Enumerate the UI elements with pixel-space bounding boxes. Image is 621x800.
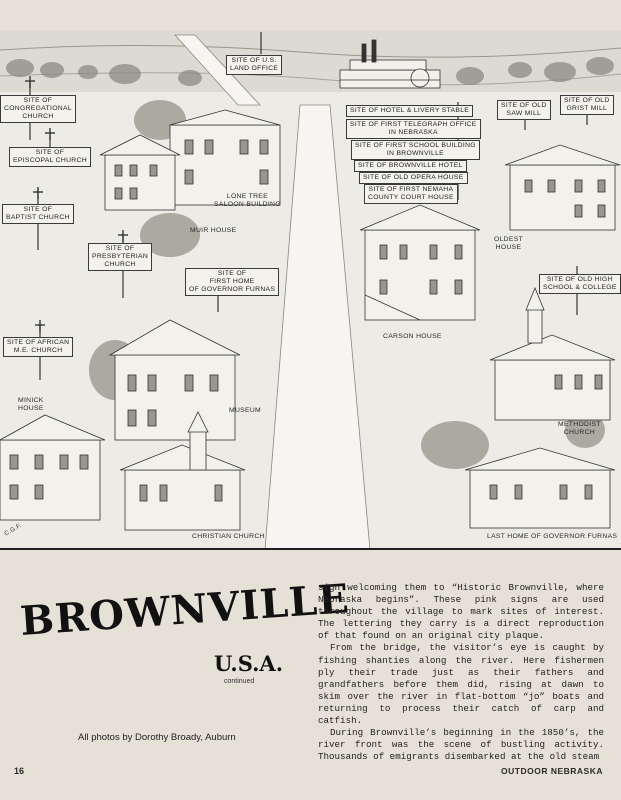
label-muir-house: MUIR HOUSE: [190, 227, 237, 234]
photo-credit: All photos by Dorothy Broady, Auburn: [78, 732, 236, 743]
sign-baptist-church: SITE OF BAPTIST CHURCH: [2, 204, 74, 224]
brownville-illustrated-map: [0, 30, 621, 550]
label-methodist-church: METHODIST CHURCH: [558, 421, 601, 436]
article-paragraph: During Brownville’s beginning in the 1850’s, the river front was the scene of bustling activity. Thousands of emigrants disembarked at the old steam: [318, 727, 604, 763]
article-title: BROWNVILLE: [18, 575, 352, 645]
sign-presbyterian-church: SITE OF PRESBYTERIAN CHURCH: [88, 243, 152, 271]
article-subtitle: U.S.A.: [214, 651, 284, 676]
label-carson-house: CARSON HOUSE: [383, 333, 442, 340]
sign-first-telegraph: SITE OF FIRST TELEGRAPH OFFICE IN NEBRASKA: [346, 119, 481, 139]
article-paragraph: sign welcoming them to “Historic Brownville, where Nebraska begins”. These pink signs are used throughout the village to mark sites of interest. The lettering they carry is a direct reproduction of that found on an original city plaque.: [318, 582, 604, 642]
page-number: 16: [14, 766, 25, 776]
sign-old-high-school: SITE OF OLD HIGH SCHOOL & COLLEGE: [539, 274, 621, 294]
label-last-home-governor-furnas: LAST HOME OF GOVERNOR FURNAS: [487, 533, 618, 540]
sign-first-school: SITE OF FIRST SCHOOL BUILDING IN BROWNVILLE: [351, 140, 480, 160]
sign-african-me-church: SITE OF AFRICAN M.E. CHURCH: [3, 337, 73, 357]
artist-initials: C.G.F.: [3, 522, 24, 538]
label-museum: MUSEUM: [229, 407, 262, 414]
label-oldest-house: OLDEST HOUSE: [494, 236, 523, 251]
sign-first-home-governor-furnas: SITE OF FIRST HOME OF GOVERNOR FURNAS: [185, 268, 279, 296]
label-lone-tree-saloon: LONE TREE SALOON BUILDING: [214, 193, 281, 208]
sign-old-opera-house: SITE OF OLD OPERA HOUSE: [359, 172, 468, 184]
sign-congregational-church: SITE OF CONGREGATIONAL CHURCH: [0, 95, 76, 123]
sign-hotel-livery: SITE OF HOTEL & LIVERY STABLE: [346, 105, 473, 117]
article-paragraph: From the bridge, the visitor’s eye is caught by fishing shanties along the river. Here fishermen ply their trade just as their fathers and grandfathers before them did, rising at dawn to skim over the river in flat-bottom “jo” boats and returning to process their catch of carp and catfish.: [318, 642, 604, 727]
sign-episcopal-church: SITE OF EPISCOPAL CHURCH: [9, 147, 91, 167]
sign-old-grist-mill: SITE OF OLD GRIST MILL: [560, 95, 614, 115]
sign-land-office: SITE OF U.S. LAND OFFICE: [226, 55, 282, 75]
sign-nemaha-court-house: SITE OF FIRST NEMAHA COUNTY COURT HOUSE: [364, 184, 458, 204]
label-christian-church: CHRISTIAN CHURCH: [192, 533, 265, 540]
continued-label: continued: [224, 678, 255, 685]
sign-brownville-hotel: SITE OF BROWNVILLE HOTEL: [354, 160, 467, 172]
article-title-block: [18, 575, 352, 708]
magazine-name: OUTDOOR NEBRASKA: [501, 766, 603, 776]
article-body: [318, 582, 604, 763]
label-minick-house: MINICK HOUSE: [18, 397, 44, 412]
sign-old-saw-mill: SITE OF OLD SAW MILL: [497, 100, 551, 120]
